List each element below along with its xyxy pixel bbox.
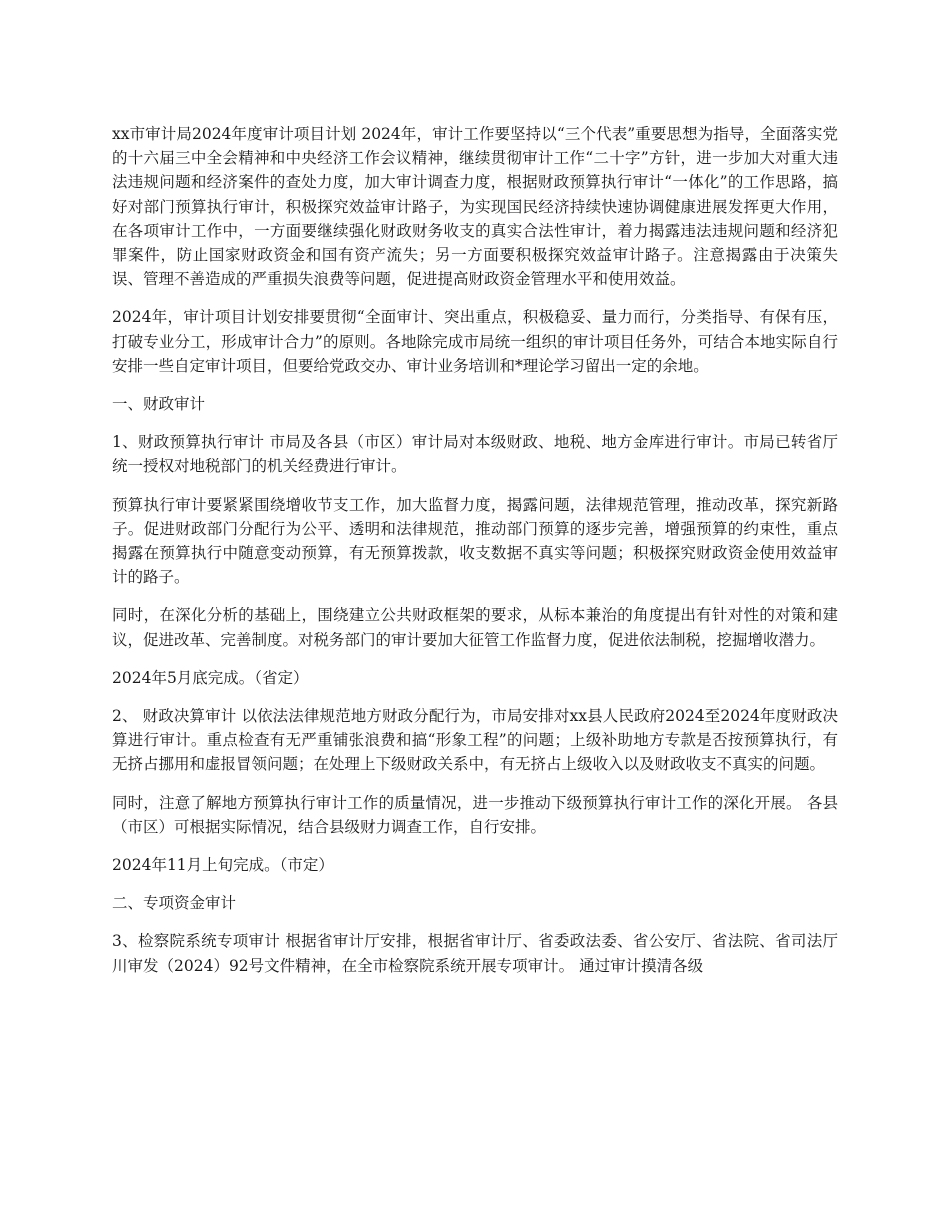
paragraph-budget-execution-audit: 1、财政预算执行审计 市局及各县（市区）审计局对本级财政、地税、地方金库进行审计。市局已转省厅统一授权对地税部门的机关经费进行审计。	[112, 433, 838, 476]
paragraph-deadline-november: 2024年11月上旬完成。（市定）	[112, 856, 334, 875]
paragraph-budget-audit-analysis: 同时，在深化分析的基础上，围绕建立公共财政框架的要求，从标本兼治的角度提出有针对性的对策和建议，促进改革、完善制度。对税务部门的审计要加大征管工作监督力度，促进依法制税，挖掘增收潜力。	[112, 606, 838, 649]
document-body	[112, 122, 838, 992]
paragraph-plan-principles: 2024年，审计项目计划安排要贯彻“全面审计、突出重点，积极稳妥、量力而行，分类指导、有保有压，打破专业分工，形成审计合力”的原则。各地除完成市局统一组织的审计项目任务外，可结合本地实际自行安排一些自定审计项目，但要给党政交办、审计业务培训和*理论学习留出一定的余地。	[112, 308, 838, 375]
section-heading-fiscal-audit: 一、财政审计	[112, 395, 206, 414]
paragraph-intro: xx市审计局2024年度审计项目计划 2024年，审计工作要坚持以“三个代表”重要思想为指导，全面落实党的十六届三中全会精神和中央经济工作会议精神，继续贯彻审计工作“二十字”方针，进一步加大对重大违法违规问题和经济案件的查处力度，加大审计调查力度，根据财政预算执行审计“一体化”的工作思路，搞好对部门预算执行审计，积极探究效益审计路子，为实现国民经济持续快速协调健康进展发挥更大作用，在各项审计工作中，一方面要继续强化财政财务收支的真实合法性审计，着力揭露违法违规问题和经济犯罪案件，防止国家财政资金和国有资产流失；另一方面要积极探究效益审计路子。注意揭露由于决策失误、管理不善造成的严重损失浪费等问题，促进提高财政资金管理水平和使用效益。	[112, 125, 838, 289]
paragraph-budget-audit-focus: 预算执行审计要紧紧围绕增收节支工作，加大监督力度，揭露问题，法律规范管理，推动改革，探究新路子。促进财政部门分配行为公平、透明和法律规范，推动部门预算的逐步完善，增强预算的约束性，重点揭露在预算执行中随意变动预算，有无预算拨款，收支数据不真实等问题；积极探究财政资金使用效益审计的路子。	[112, 495, 838, 587]
paragraph-procuratorate-audit: 3、检察院系统专项审计 根据省审计厅安排，根据省审计厅、省委政法委、省公安厅、省法院、省司法厅川审发（2024）92号文件精神，在全市检察院系统开展专项审计。 通过审计摸清各级	[112, 932, 838, 975]
paragraph-final-accounts-audit: 2、 财政决算审计 以依法法律规范地方财政分配行为，市局安排对xx县人民政府2024至2024年度财政决算进行审计。重点检查有无严重铺张浪费和搞“形象工程”的问题；上级补助地方专款是否按预算执行，有无挤占挪用和虚报冒领问题；在处理上下级财政关系中，有无挤占上级收入以及财政收支不真实的问题。	[112, 707, 838, 774]
section-heading-special-funds-audit: 二、专项资金审计	[112, 894, 237, 913]
paragraph-deadline-may: 2024年5月底完成。（省定）	[112, 668, 309, 687]
paragraph-final-accounts-quality: 同时，注意了解地方预算执行审计工作的质量情况，进一步推动下级预算执行审计工作的深化开展。 各县（市区）可根据实际情况，结合县级财力调查工作，自行安排。	[112, 793, 838, 836]
